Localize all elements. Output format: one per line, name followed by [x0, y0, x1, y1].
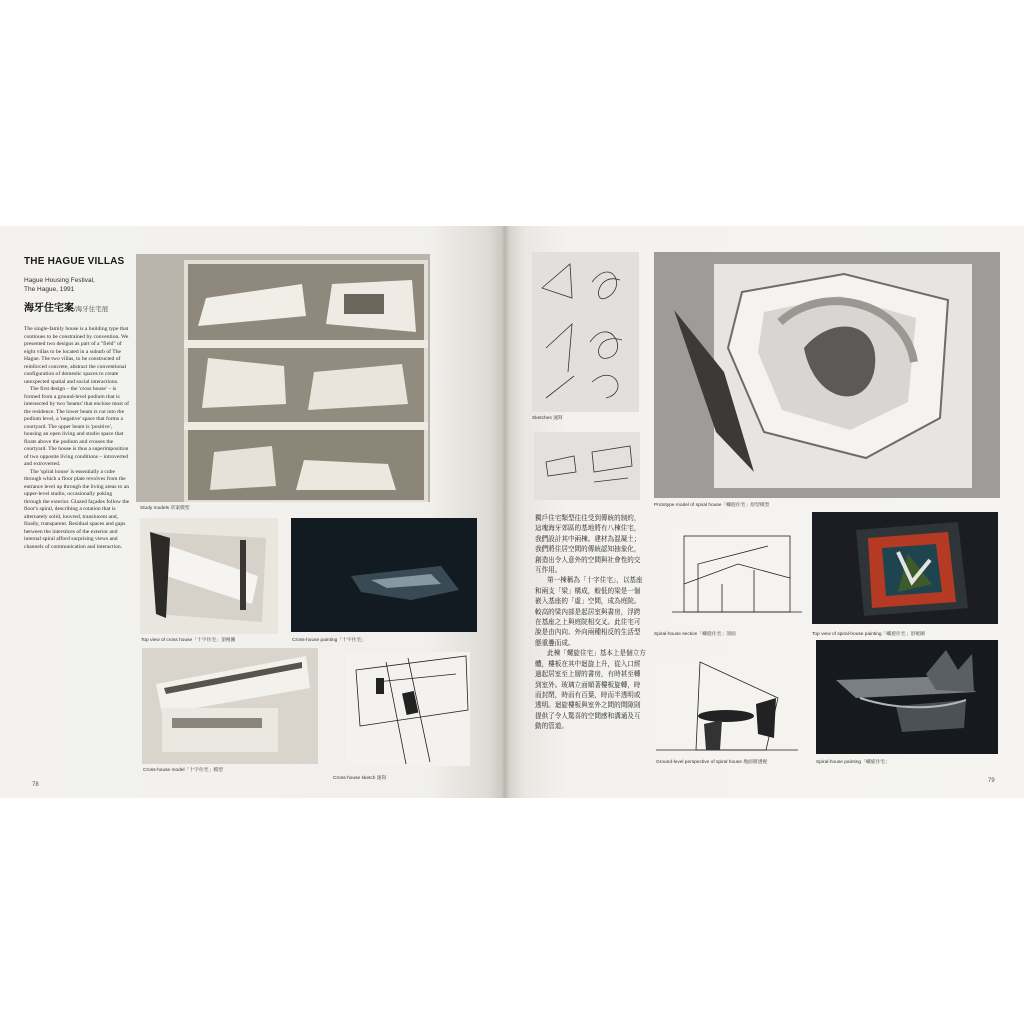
prototype-model-photo [654, 252, 1000, 498]
cross-house-sketch [346, 652, 470, 766]
book-gutter [500, 226, 510, 798]
ground-level-perspective [656, 658, 798, 758]
page-number-left: 78 [32, 782, 39, 788]
chinese-paragraph-3: 此棟「螺旋住宅」基本上是個立方體，樓板在其中迴旋上升，從入口經過起居室至上層的書房，有時甚至轉到室外。玻璃立面順著樓板旋轉，時而封閉，時而有百葉，時而半透明或透明。迴旋樓板與室外之間的間隙則提供了令人驚喜的空間感和溝通及互動的管道。 [535, 650, 646, 731]
top-view-spiral-caption: Top view of spiral-house painting「螺旋住宅」頂視圖 [812, 632, 925, 637]
study-models-photo [136, 254, 430, 502]
project-subtitle [24, 276, 134, 294]
english-paragraph-2: The first design – the 'cross house' – is formed from a ground-level podium that is intersected by two 'beams' that enclose most of the residence. The lower beam is cut into the podium level, a 'negative' space that forms a courtyard. The upper beam is 'positive', housing an open living and studio space that floats above the podium and crosses the courtyard. The house is thus a superimposition of two opposite living conditions – introverted and extroverted. [24, 386, 130, 467]
spiral-house-painting [816, 640, 998, 754]
chinese-body-text-block [535, 514, 647, 733]
prototype-caption: Prototype model of spiral house「螺旋住宅」原型模型 [654, 503, 770, 508]
spiral-painting-caption: Spiral-house painting「螺旋住宅」 [816, 760, 890, 765]
english-body-text [24, 326, 130, 551]
page-title: THE HAGUE VILLAS [24, 256, 125, 267]
cross-sketch-caption: Cross-house sketch 速寫 [333, 776, 387, 781]
cross-house-painting [291, 518, 477, 632]
book-spread [0, 226, 1024, 798]
cross-house-model-photo [142, 648, 318, 764]
sketches-caption: Sketches 速寫 [532, 416, 563, 421]
chinese-title-sub: /海牙住宅展 [74, 306, 109, 313]
subtitle-line-1: Hague Housing Festival, [24, 277, 95, 284]
chinese-paragraph-1: 獨戶住宅類型往往受到傳統的制約，這塊海牙郊區的基地將有八棟住宅，我們設計其中兩棟。建材為混凝土；我們將住居空間的傳統認知抽象化，創造出令人意外的空間與社會性的交互作用。 [535, 515, 641, 575]
spiral-house-top-view-painting [812, 512, 998, 624]
spiral-house-section [668, 524, 806, 626]
english-paragraph-1: The single-family house is a building type that continues to be constrained by convention. We presented two designs as part of a "field" of eight villas to be located in a suburb of The Hague. The two villas, to be constructed of reinforced concrete, abstract the conventional configuration of domestic spaces to create unexpected spatial and social interactions. [24, 326, 129, 385]
subtitle-line-2: The Hague, 1991 [24, 286, 75, 293]
cross-house-top-view-photo [140, 518, 278, 634]
chinese-paragraph-2: 第一棟稱為「十字住宅」，以基座和兩支「梁」構成，較低的梁是一個嵌入基座的「虛」空間，成為庭院。較高的梁內部是起居室與書房，浮跨在基座之上與庭院相交叉。此住宅可說是由內向、外向兩種相反的生活型態重疊而成。 [535, 577, 643, 647]
left-page [0, 226, 504, 798]
chinese-title-main: 海牙住宅案 [24, 303, 74, 314]
spiral-section-caption: Spiral-house section「螺旋住宅」剖面 [654, 632, 736, 637]
english-paragraph-3: The 'spiral house' is essentially a cube through which a floor plate revolves from the entrance level up through the living areas to an upper-level studio, occasionally poking through the exterior. Glazed façades follow the floor's spiral, describing a rotation that is alternately solid, louvred, translucent and, finally, transparent. Residual spaces and gaps between the interstices of the exterior and internal spiral afford surprising views and channels of communication and interaction. [24, 468, 130, 550]
chinese-title [24, 299, 108, 314]
study-models-caption: Study models 草案模型 [140, 506, 190, 511]
ground-perspective-caption: Ground-level perspective of spiral house 地面層透視 [656, 760, 768, 765]
page-number-right: 79 [988, 778, 995, 784]
top-view-cross-caption: Top view of cross house「十字住宅」頂視圖 [141, 638, 236, 643]
perspective-sketch [534, 432, 640, 500]
cross-model-caption: Cross-house model「十字住宅」模型 [143, 768, 223, 773]
sketches-image [532, 252, 639, 412]
cross-painting-caption: Cross-house painting「十字住宅」 [292, 638, 367, 643]
